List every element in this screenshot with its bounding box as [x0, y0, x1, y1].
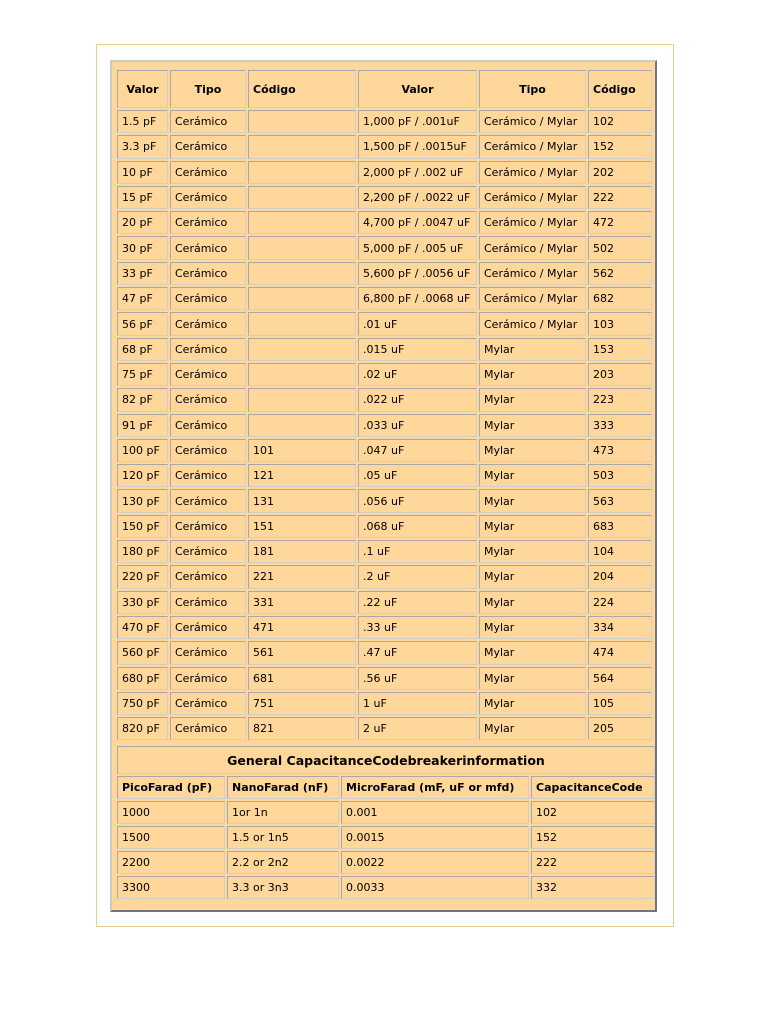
table-cell: Cerámico [170, 464, 246, 487]
table-cell: Cerámico [170, 287, 246, 310]
table-cell: 30 pF [117, 236, 168, 259]
table-cell: Mylar [479, 363, 586, 386]
table-cell: Mylar [479, 388, 586, 411]
table-cell: 333 [588, 414, 652, 437]
table-cell: Cerámico [170, 641, 246, 664]
table-cell: .047 uF [358, 439, 477, 462]
table-cell: Cerámico [170, 161, 246, 184]
table-cell: Cerámico [170, 110, 246, 133]
table-cell: Mylar [479, 439, 586, 462]
table-cell [248, 236, 356, 259]
table-cell: Cerámico [170, 439, 246, 462]
header-valor: Valor [117, 70, 168, 108]
table-cell: Cerámico / Mylar [479, 135, 586, 158]
table-cell: 15 pF [117, 186, 168, 209]
table-cell: 683 [588, 515, 652, 538]
table-cell: 562 [588, 262, 652, 285]
header-valor-2: Valor [358, 70, 477, 108]
capacitance-reference-table [115, 744, 657, 901]
table-row [117, 363, 652, 386]
table-cell: Cerámico [170, 540, 246, 563]
table-cell: Mylar [479, 591, 586, 614]
table-cell: 10 pF [117, 161, 168, 184]
table-cell: .068 uF [358, 515, 477, 538]
table-row [117, 211, 652, 234]
table-cell: 202 [588, 161, 652, 184]
table-cell: 1.5 or 1n5 [227, 826, 339, 849]
table-cell: 221 [248, 565, 356, 588]
table-cell: Cerámico [170, 262, 246, 285]
table-cell [248, 186, 356, 209]
table-cell: 1500 [117, 826, 225, 849]
table-cell: 103 [588, 312, 652, 335]
table-row [117, 565, 652, 588]
table-cell [248, 262, 356, 285]
table-cell: 151 [248, 515, 356, 538]
table-cell: 91 pF [117, 414, 168, 437]
table-cell: Mylar [479, 414, 586, 437]
table-cell: 4,700 pF / .0047 uF [358, 211, 477, 234]
table-row [117, 110, 652, 133]
table-cell: .47 uF [358, 641, 477, 664]
table-cell: Cerámico / Mylar [479, 110, 586, 133]
table-cell [248, 338, 356, 361]
table-cell: 1 uF [358, 692, 477, 715]
table-cell: 121 [248, 464, 356, 487]
table-cell: 1,000 pF / .001uF [358, 110, 477, 133]
header-capacitance-code: CapacitanceCode [531, 776, 655, 799]
table-cell: 47 pF [117, 287, 168, 310]
table-cell: 223 [588, 388, 652, 411]
table-cell: Cerámico / Mylar [479, 312, 586, 335]
table-cell: 6,800 pF / .0068 uF [358, 287, 477, 310]
table-cell [248, 110, 356, 133]
table-cell: 330 pF [117, 591, 168, 614]
table-row [117, 338, 652, 361]
table-cell [248, 211, 356, 234]
table-row [117, 287, 652, 310]
table-cell: 102 [588, 110, 652, 133]
table-cell: 153 [588, 338, 652, 361]
table-cell: 1,500 pF / .0015uF [358, 135, 477, 158]
table-cell: Mylar [479, 641, 586, 664]
table-row [117, 161, 652, 184]
reference-row [117, 826, 655, 849]
table-cell: Cerámico [170, 312, 246, 335]
table-cell: 82 pF [117, 388, 168, 411]
table-cell: 5,600 pF / .0056 uF [358, 262, 477, 285]
table-cell: Cerámico [170, 211, 246, 234]
table-cell: Cerámico [170, 565, 246, 588]
table-cell: Cerámico [170, 236, 246, 259]
table-cell: Mylar [479, 616, 586, 639]
table-cell: Mylar [479, 464, 586, 487]
table-cell: 205 [588, 717, 652, 740]
table-cell: Cerámico [170, 591, 246, 614]
header-codigo: Código [248, 70, 356, 108]
table-cell: 120 pF [117, 464, 168, 487]
table-cell [248, 135, 356, 158]
table-cell: Cerámico [170, 388, 246, 411]
table-cell: Cerámico [170, 489, 246, 512]
table-cell: 1or 1n [227, 801, 339, 824]
table-cell: Cerámico [170, 363, 246, 386]
reference-row [117, 851, 655, 874]
header-picofarad: PicoFarad (pF) [117, 776, 225, 799]
table-cell: Cerámico / Mylar [479, 236, 586, 259]
table-cell: 3300 [117, 876, 225, 899]
table-cell: Cerámico / Mylar [479, 287, 586, 310]
table-row [117, 388, 652, 411]
capacitor-code-table [115, 68, 654, 742]
table-cell: .22 uF [358, 591, 477, 614]
table-cell: 331 [248, 591, 356, 614]
table-cell: 503 [588, 464, 652, 487]
table-cell: 180 pF [117, 540, 168, 563]
table-cell: 474 [588, 641, 652, 664]
table-cell: 680 pF [117, 667, 168, 690]
table-cell: Mylar [479, 667, 586, 690]
table-cell: 473 [588, 439, 652, 462]
table-cell: 472 [588, 211, 652, 234]
table-cell: Cerámico [170, 616, 246, 639]
table-cell: Cerámico [170, 135, 246, 158]
table-cell: Cerámico / Mylar [479, 161, 586, 184]
table-cell: 20 pF [117, 211, 168, 234]
table-cell: 0.0033 [341, 876, 529, 899]
table-cell: Cerámico / Mylar [479, 211, 586, 234]
table-cell: Cerámico [170, 186, 246, 209]
table-cell: 222 [531, 851, 655, 874]
table-cell: Cerámico [170, 414, 246, 437]
table-row [117, 641, 652, 664]
table-cell: Mylar [479, 692, 586, 715]
table-cell: 682 [588, 287, 652, 310]
table-cell: .01 uF [358, 312, 477, 335]
table-cell [248, 414, 356, 437]
table-cell: 100 pF [117, 439, 168, 462]
header-tipo: Tipo [170, 70, 246, 108]
table-cell: 2 uF [358, 717, 477, 740]
table-cell: 820 pF [117, 717, 168, 740]
header-codigo-2: Código [588, 70, 652, 108]
table-cell: 821 [248, 717, 356, 740]
table-cell: .56 uF [358, 667, 477, 690]
table-row [117, 262, 652, 285]
table-cell: 563 [588, 489, 652, 512]
table-cell: .056 uF [358, 489, 477, 512]
table-row [117, 667, 652, 690]
table-cell [248, 388, 356, 411]
table-cell: Mylar [479, 338, 586, 361]
table-cell: Cerámico [170, 717, 246, 740]
table-cell: 68 pF [117, 338, 168, 361]
reference-row [117, 876, 655, 899]
table-cell: 334 [588, 616, 652, 639]
table-row [117, 489, 652, 512]
table-row [117, 717, 652, 740]
table-row [117, 414, 652, 437]
table-cell: 130 pF [117, 489, 168, 512]
header-nanofarad: NanoFarad (nF) [227, 776, 339, 799]
header-tipo-2: Tipo [479, 70, 586, 108]
reference-title: General CapacitanceCodebreakerinformation [117, 746, 655, 774]
table-row [117, 616, 652, 639]
table-cell: 5,000 pF / .005 uF [358, 236, 477, 259]
table-cell: Mylar [479, 515, 586, 538]
table-cell: 152 [531, 826, 655, 849]
table-cell: 3.3 pF [117, 135, 168, 158]
header-row [117, 70, 652, 108]
table-row [117, 439, 652, 462]
table-row [117, 692, 652, 715]
table-cell: Cerámico / Mylar [479, 186, 586, 209]
reference-header-row [117, 776, 655, 799]
table-cell: 222 [588, 186, 652, 209]
table-row [117, 540, 652, 563]
table-cell: 750 pF [117, 692, 168, 715]
table-cell [248, 363, 356, 386]
table-cell: 150 pF [117, 515, 168, 538]
table-cell: Cerámico [170, 667, 246, 690]
table-cell: 2200 [117, 851, 225, 874]
table-row [117, 236, 652, 259]
table-cell: Mylar [479, 565, 586, 588]
table-cell: Cerámico [170, 515, 246, 538]
table-cell: 105 [588, 692, 652, 715]
table-cell: 751 [248, 692, 356, 715]
header-microfarad: MicroFarad (mF, uF or mfd) [341, 776, 529, 799]
table-cell: .02 uF [358, 363, 477, 386]
table-cell: 203 [588, 363, 652, 386]
table-cell: 204 [588, 565, 652, 588]
table-cell: 2,000 pF / .002 uF [358, 161, 477, 184]
table-cell: 0.0015 [341, 826, 529, 849]
table-cell: .33 uF [358, 616, 477, 639]
table-cell: .022 uF [358, 388, 477, 411]
table-cell: .1 uF [358, 540, 477, 563]
table-cell: Mylar [479, 717, 586, 740]
reference-row [117, 801, 655, 824]
table-cell: 561 [248, 641, 356, 664]
table-cell: 104 [588, 540, 652, 563]
table-cell: 564 [588, 667, 652, 690]
table-cell: .2 uF [358, 565, 477, 588]
table-row [117, 464, 652, 487]
table-row [117, 515, 652, 538]
table-cell: 75 pF [117, 363, 168, 386]
table-cell: 102 [531, 801, 655, 824]
table-cell: 0.001 [341, 801, 529, 824]
table-cell: 3.3 or 3n3 [227, 876, 339, 899]
table-cell: 33 pF [117, 262, 168, 285]
table-row [117, 591, 652, 614]
table-row [117, 135, 652, 158]
table-row [117, 312, 652, 335]
table-cell: 220 pF [117, 565, 168, 588]
table-cell: 2.2 or 2n2 [227, 851, 339, 874]
table-cell: Cerámico [170, 338, 246, 361]
table-cell: 101 [248, 439, 356, 462]
table-cell [248, 161, 356, 184]
table-cell: Cerámico / Mylar [479, 262, 586, 285]
table-row [117, 186, 652, 209]
table-cell [248, 287, 356, 310]
table-cell: .05 uF [358, 464, 477, 487]
table-cell: 0.0022 [341, 851, 529, 874]
table-cell: 224 [588, 591, 652, 614]
table-cell: Mylar [479, 540, 586, 563]
table-cell: 131 [248, 489, 356, 512]
table-cell: 560 pF [117, 641, 168, 664]
table-cell: 471 [248, 616, 356, 639]
table-cell [248, 312, 356, 335]
table-cell: 502 [588, 236, 652, 259]
table-cell: Cerámico [170, 692, 246, 715]
table-cell: Mylar [479, 489, 586, 512]
table-cell: 2,200 pF / .0022 uF [358, 186, 477, 209]
table-cell: 181 [248, 540, 356, 563]
table-cell: 152 [588, 135, 652, 158]
table-cell: 470 pF [117, 616, 168, 639]
table-cell: 681 [248, 667, 356, 690]
table-cell: 56 pF [117, 312, 168, 335]
table-cell: .033 uF [358, 414, 477, 437]
table-cell: 1000 [117, 801, 225, 824]
table-cell: .015 uF [358, 338, 477, 361]
table-cell: 1.5 pF [117, 110, 168, 133]
table-cell: 332 [531, 876, 655, 899]
